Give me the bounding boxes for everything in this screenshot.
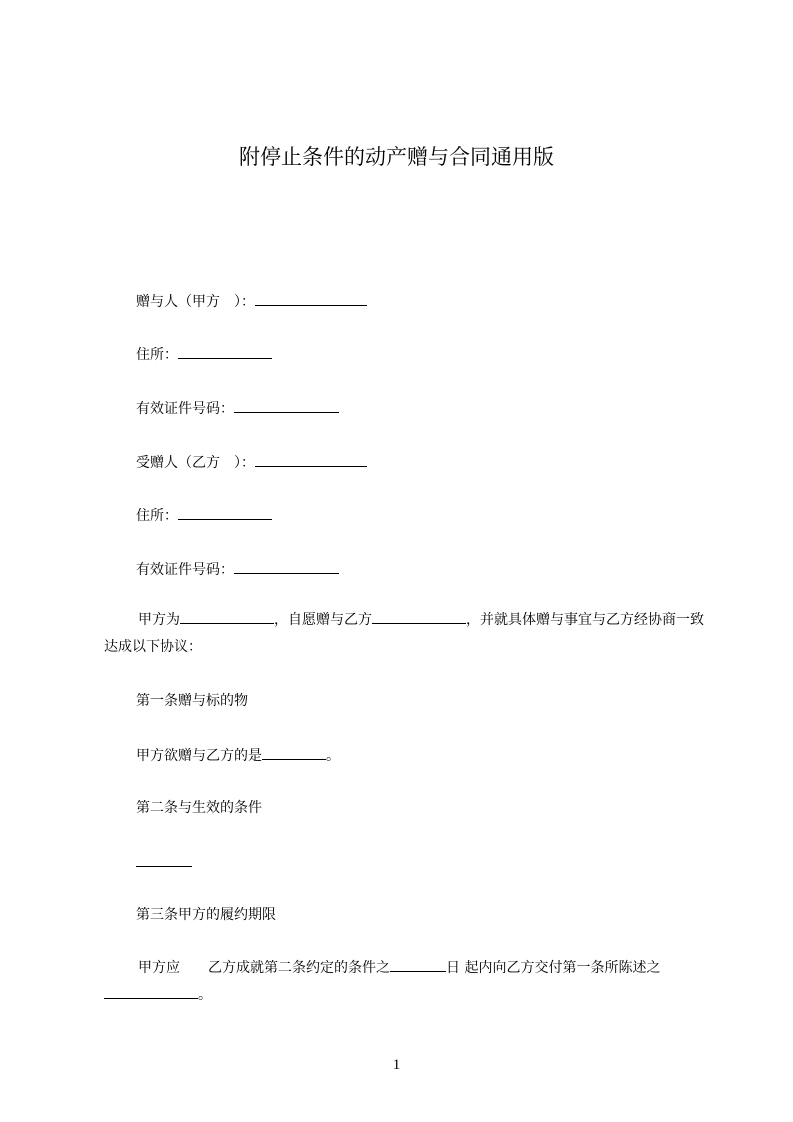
intro-text-3: ，并就具体赠与事宜与乙方经协商一致达成以下协议： [104,612,704,655]
donee-line [136,452,367,473]
intro-blank-1 [180,609,274,624]
donee-address-blank [178,505,272,520]
donee-id-line [136,559,339,580]
document-title: 附停止条件的动产赠与合同通用版 [239,145,554,169]
article-1-title: 第一条赠与标的物 [136,693,248,709]
article-3-paragraph [104,955,704,1009]
gift-item-blank [262,745,326,760]
donor-address-line [136,344,272,365]
donor-address-blank [178,344,272,359]
page-number: 1 [392,1057,401,1073]
donor-address-label: 住所： [136,347,178,363]
intro-blank-2 [372,609,466,624]
article-1-end: 。 [326,748,340,764]
donor-line [136,291,367,312]
days-blank [390,957,446,972]
donor-id-line [136,398,339,419]
donee-address-line [136,505,272,526]
article-1-text [136,745,340,766]
donee-label: 受赠人（乙方 ）： [136,455,255,471]
intro-text-2: ，自愿赠与乙方 [274,612,372,628]
donee-address-label: 住所： [136,508,178,524]
donor-id-label: 有效证件号码： [136,401,234,417]
article-3-text-1: 甲方应 乙方成就第二条约定的条件之 [138,960,390,976]
article-2-text [136,852,192,873]
article-2-title: 第二条与生效的条件 [136,800,262,816]
intro-text-1: 甲方为 [138,612,180,628]
condition-blank [136,852,192,867]
donor-id-blank [234,398,339,413]
donee-name-blank [255,452,367,467]
article-3-text-2: 日 起内向乙方交付第一条所陈述之 [446,960,661,976]
donor-name-blank [255,291,367,306]
article-3-title: 第三条甲方的履约期限 [136,907,276,923]
intro-paragraph [104,607,704,661]
donor-label: 赠与人（甲方 ）： [136,294,255,310]
donee-id-label: 有效证件号码： [136,562,234,578]
article-3-end: 。 [198,987,212,1003]
article-1-body: 甲方欲赠与乙方的是 [136,748,262,764]
donee-id-blank [234,559,339,574]
delivery-item-blank [104,984,198,999]
